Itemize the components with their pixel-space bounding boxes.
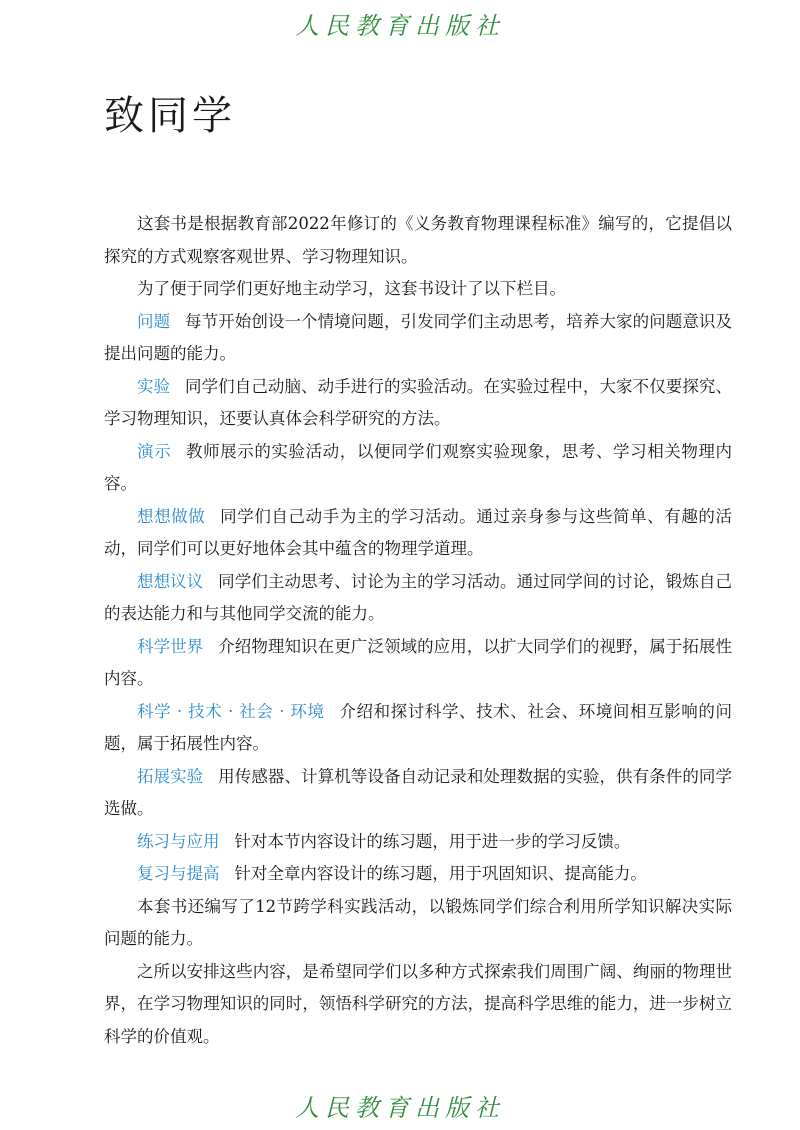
- column-item: [104, 761, 732, 826]
- column-name: 想想议议: [137, 571, 204, 591]
- closing-paragraph: 之所以安排这些内容，是希望同学们以多种方式探索我们周围广阔、绚丽的物理世界，在学习物理知识的同时，领悟科学研究的方法，提高科学思维的能力，进一步树立科学的价值观。: [104, 961, 732, 1046]
- column-item: [104, 858, 732, 891]
- column-item: [104, 696, 732, 761]
- column-item: [104, 631, 732, 696]
- column-name: 科学世界: [137, 636, 204, 656]
- column-desc: 同学们自己动手为主的学习活动。通过亲身参与这些简单、有趣的活动，同学们可以更好地体会其中蕴含的物理学道理。: [104, 506, 733, 558]
- column-desc: 针对全章内容设计的练习题，用于巩固知识、提高能力。: [234, 864, 647, 883]
- column-item: [104, 436, 732, 501]
- column-desc: 同学们主动思考、讨论为主的学习活动。通过同学间的讨论，锻炼自己的表达能力和与其他同学交流的能力。: [104, 571, 732, 623]
- column-item: [104, 306, 732, 371]
- column-name: 想想做做: [137, 506, 206, 526]
- column-desc: 针对本节内容设计的练习题，用于进一步的学习反馈。: [234, 831, 631, 851]
- column-item: [104, 566, 732, 631]
- intro-paragraph: 这套书是根据教育部2022年修订的《义务教育物理课程标准》编写的，它提倡以探究的方式观察客观世界、学习物理知识。: [104, 214, 732, 266]
- column-item: [104, 826, 732, 859]
- column-name: 练习与应用: [137, 831, 220, 851]
- intro-paragraph: 为了便于同学们更好地主动学习，这套书设计了以下栏目。: [137, 279, 566, 298]
- column-desc: 介绍和探讨科学、技术、社会、环境间相互影响的问题，属于拓展性内容。: [104, 701, 732, 753]
- column-name: 科学 · 技术 · 社会 · 环境: [137, 701, 325, 721]
- publisher-logo-bottom: 人民教育出版社: [295, 1094, 505, 1122]
- column-item: [104, 371, 732, 436]
- column-name: 演示: [137, 441, 172, 461]
- column-item: [104, 501, 732, 566]
- column-name: 拓展实验: [137, 766, 204, 786]
- column-name: 问题: [137, 311, 171, 331]
- closing-paragraph: 本套书还编写了12节跨学科实践活动，以锻炼同学们综合利用所学知识解决实际问题的能力。: [104, 896, 732, 948]
- column-desc: 每节开始创设一个情境问题，引发同学们主动思考，培养大家的问题意识及提出问题的能力。: [104, 311, 732, 363]
- column-name: 复习与提高: [137, 864, 220, 883]
- letter-body: [104, 208, 732, 1053]
- column-desc: 用传感器、计算机等设备自动记录和处理数据的实验，供有条件的同学选做。: [104, 766, 732, 818]
- column-desc: 教师展示的实验活动，以便同学们观察实验现象，思考、学习相关物理内容。: [104, 441, 733, 493]
- column-name: 实验: [137, 376, 171, 396]
- column-desc: 同学们自己动脑、动手进行的实验活动。在实验过程中，大家不仅要探究、学习物理知识，还要认真体会科学研究的方法。: [104, 376, 732, 428]
- column-desc: 介绍物理知识在更广泛领域的应用，以扩大同学们的视野，属于拓展性内容。: [104, 636, 732, 688]
- publisher-logo-top: 人民教育出版社: [295, 12, 505, 40]
- page-title: 致同学: [104, 93, 236, 139]
